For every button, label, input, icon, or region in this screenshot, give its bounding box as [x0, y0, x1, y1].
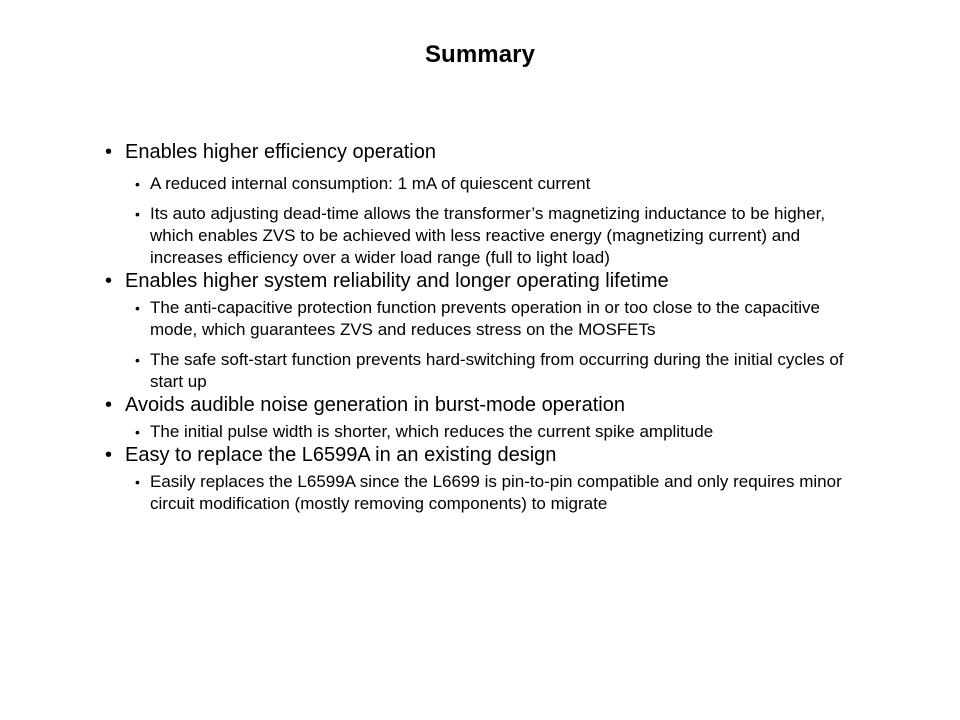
bullet-point-icon: • [105, 394, 113, 416]
bullet-level2-text: A reduced internal consumption: 1 mA of quiescent current [150, 174, 591, 193]
bullet-level2 [103, 173, 871, 195]
bullet-point-icon: • [105, 444, 113, 466]
page-title: Summary [424, 41, 536, 68]
bullet-level2 [103, 471, 871, 515]
bullet-point-icon: • [135, 206, 140, 222]
bullet-point-icon: • [105, 270, 113, 292]
bullet-level2 [103, 203, 871, 269]
slide-body [103, 140, 871, 515]
bullet-level2-text: Easily replaces the L6599A since the L6699 is pin-to-pin compatible and only requires minor circuit modification (mostly removing components) to migrate [150, 472, 842, 513]
bullet-group [103, 269, 871, 393]
bullet-level2-text: The initial pulse width is shorter, which reduces the current spike amplitude [150, 422, 714, 441]
bullet-group [103, 393, 871, 443]
bullet-level2 [103, 297, 871, 341]
bullet-point-icon: • [135, 300, 140, 316]
bullet-level2 [103, 349, 871, 393]
bullet-level2-text: The safe soft-start function prevents hard-switching from occurring during the initial cycles of start up [150, 350, 844, 391]
bullet-level1 [103, 269, 871, 294]
bullet-level1 [103, 443, 871, 468]
bullet-group [103, 443, 871, 515]
bullet-level1-text: Easy to replace the L6599A in an existing design [125, 444, 557, 466]
bullet-point-icon: • [105, 141, 113, 163]
bullet-level1 [103, 393, 871, 418]
bullet-group [103, 140, 871, 269]
bullet-level1-text: Enables higher system reliability and longer operating lifetime [125, 270, 669, 292]
bullet-point-icon: • [135, 176, 140, 192]
bullet-level1-text: Avoids audible noise generation in burst-mode operation [125, 394, 625, 416]
bullet-level1-text: Enables higher efficiency operation [125, 141, 436, 163]
bullet-level2-text: Its auto adjusting dead-time allows the transformer’s magnetizing inductance to be higher, which enables ZVS to be achieved with less reactive energy (magnetizing current) and increases efficiency over a wider load range (full to light load) [150, 204, 826, 267]
bullet-level1 [103, 140, 871, 165]
bullet-point-icon: • [135, 424, 140, 440]
bullet-level2 [103, 421, 871, 443]
bullet-level2-text: The anti-capacitive protection function prevents operation in or too close to the capacitive mode, which guarantees ZVS and reduces stress on the MOSFETs [150, 298, 820, 339]
bullet-point-icon: • [135, 474, 140, 490]
bullet-point-icon: • [135, 352, 140, 368]
